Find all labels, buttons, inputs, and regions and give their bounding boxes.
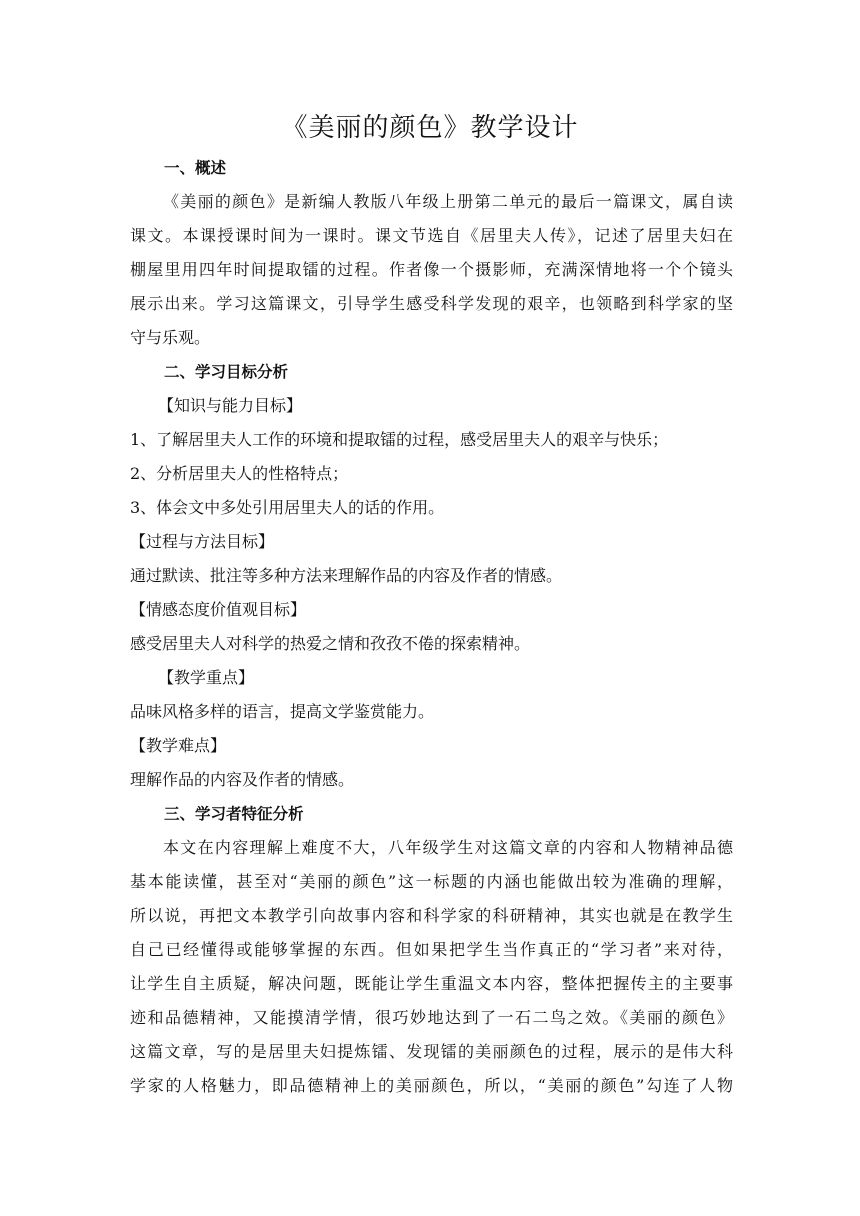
paragraph-line: 学家的人格魅力，即品德精神上的美丽颜色，所以，“美丽的颜色”勾连了人物 [130, 1076, 733, 1095]
knowledge-objective-item: 2、分析居里夫人的性格特点； [130, 464, 349, 483]
emotion-objective-text: 感受居里夫人对科学的热爱之情和孜孜不倦的探索精神。 [130, 634, 531, 653]
knowledge-objective-label: 【知识与能力目标】 [158, 396, 303, 415]
paragraph-line: 所以说，再把文本教学引向故事内容和科学家的科研精神，其实也就是在教学生 [130, 906, 733, 925]
teaching-difficulty-label: 【教学难点】 [130, 736, 227, 755]
paragraph-line: 守与乐观。 [130, 328, 211, 347]
paragraph-line: 让学生自主质疑，解决问题，既能让学生重温文本内容，整体把握传主的主要事 [130, 974, 733, 993]
document-body [130, 151, 733, 1103]
process-objective-label: 【过程与方法目标】 [130, 532, 275, 551]
paragraph-line: 迹和品德精神，又能摸清学情，很巧妙地达到了一石二鸟之效。《美丽的颜色》 [130, 1008, 733, 1027]
teaching-key-label: 【教学重点】 [158, 668, 255, 687]
teaching-difficulty-text: 理解作品的内容及作者的情感。 [130, 770, 355, 789]
paragraph-line: 本文在内容理解上难度不大，八年级学生对这篇文章的内容和人物精神品德 [163, 838, 733, 857]
process-objective-text: 通过默读、批注等多种方法来理解作品的内容及作者的情感。 [130, 566, 563, 585]
section-heading-learner: 三、学习者特征分析 [164, 805, 304, 823]
teaching-key-text: 品味风格多样的语言，提高文学鉴赏能力。 [130, 702, 435, 721]
paragraph-line: 自己已经懂得或能够掌握的东西。但如果把学生当作真正的“学习者”来对待， [130, 940, 733, 959]
emotion-objective-label: 【情感态度价值观目标】 [130, 600, 307, 619]
section-heading-overview: 一、概述 [164, 159, 227, 177]
knowledge-objective-item: 3、体会文中多处引用居里夫人的话的作用。 [130, 498, 445, 517]
paragraph-line: 课文。本课授课时间为一课时。课文节选自《居里夫人传》，记述了居里夫妇在 [130, 226, 733, 245]
paragraph-line: 《美丽的颜色》是新编人教版八年级上册第二单元的最后一篇课文，属自读 [163, 192, 733, 211]
paragraph-line: 这篇文章，写的是居里夫妇提炼镭、发现镭的美丽颜色的过程，展示的是伟大科 [130, 1042, 733, 1061]
paragraph-line: 展示出来。学习这篇课文，引导学生感受科学发现的艰辛，也领略到科学家的坚 [130, 294, 733, 313]
paragraph-line: 棚屋里用四年时间提取镭的过程。作者像一个摄影师，充满深情地将一个个镜头 [130, 260, 733, 279]
knowledge-objective-item: 1、了解居里夫人工作的环境和提取镭的过程，感受居里夫人的艰辛与快乐； [130, 430, 669, 449]
paragraph-line: 基本能读懂，甚至对“美丽的颜色”这一标题的内涵也能做出较为准确的理解， [130, 872, 733, 891]
document-title: 《美丽的颜色》教学设计 [281, 113, 579, 143]
section-heading-objectives: 二、学习目标分析 [164, 363, 289, 381]
